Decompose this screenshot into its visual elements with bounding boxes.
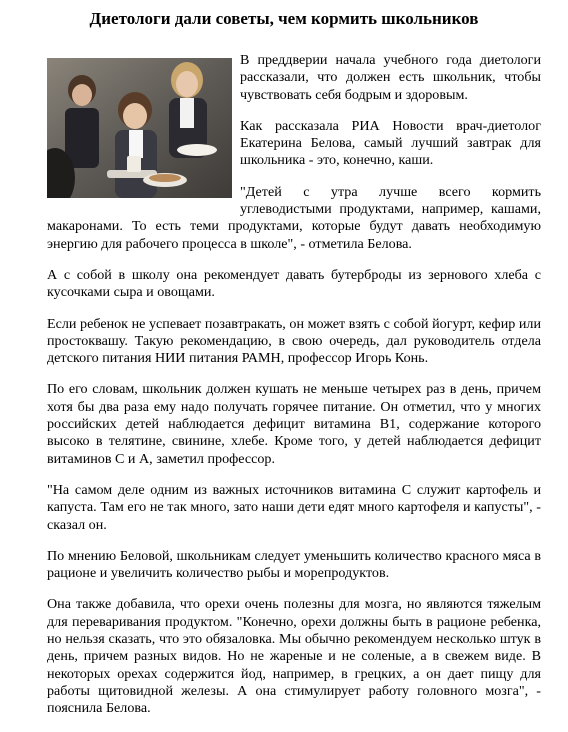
article-paragraph: По его словам, школьник должен кушать не меньше четырех раз в день, причем хотя бы два раза ему надо получать горячее питание. Он отметил, что у многих российских детей наблюдается дефицит витамина В1, содержание которого высоко в телятине, свинине, хлебе. Кроме того, у детей наблюдается дефицит витаминов С и А, заметил профессор. <box>47 381 541 467</box>
article-paragraph: "На самом деле одним из важных источников витамина С служит картофель и капуста. Там его не так много, зато наши дети едят много картофеля и капусты", - сказал он. <box>47 481 541 533</box>
article-body <box>47 52 541 732</box>
article-paragraph: "Детей с утра лучше всего кормить углеводистыми продуктами, например, кашами, макаронами. То есть теми продуктами, которые будут давать необходимую энергию для рабочего процесса в школе", - отметила Белова. <box>47 183 541 252</box>
article-paragraph: По мнению Беловой, школьникам следует уменьшить количество красного мяса в рационе и увеличить количество рыбы и морепродуктов. <box>47 547 541 582</box>
article-paragraph: Она также добавила, что орехи очень полезны для мозга, но являются тяжелым для переваривания продуктом. "Конечно, орехи должны быть в рационе ребенка, но нельзя сказать, что это обязаловка. Мы обычно рекомендуем несколько штук в день, причем разных видов. Но не жареные и не соленые, а в свежем виде. В некоторых орехах содержится йод, например, в грецких, а он дает пищу для работы щитовидной железы. А она стимулирует работу головного мозга", - пояснила Белова. <box>47 596 541 717</box>
article-paragraph: В преддверии начала учебного года диетологи рассказали, что должен есть школьник, чтобы чувствовать себя бодрым и здоровым. <box>240 52 541 103</box>
photo-spacer <box>47 52 240 202</box>
article-paragraph: Как рассказала РИА Новости врач-диетолог Екатерина Белова, самый лучший завтрак для школьника - это, конечно, каши. <box>240 117 541 169</box>
article-paragraph: Если ребенок не успевает позавтракать, он может взять с собой йогурт, кефир или простоквашу. Такую рекомендацию, в свою очередь, дал руководитель отдела детского питания НИИ питания РАМН, профессор Игорь Конь. <box>47 315 541 367</box>
article-paragraph: А с собой в школу она рекомендует давать бутерброды из зернового хлеба с кусочками сыра и овощами. <box>47 266 541 301</box>
article-title: Диетологи дали советы, чем кормить школьников <box>89 9 479 28</box>
